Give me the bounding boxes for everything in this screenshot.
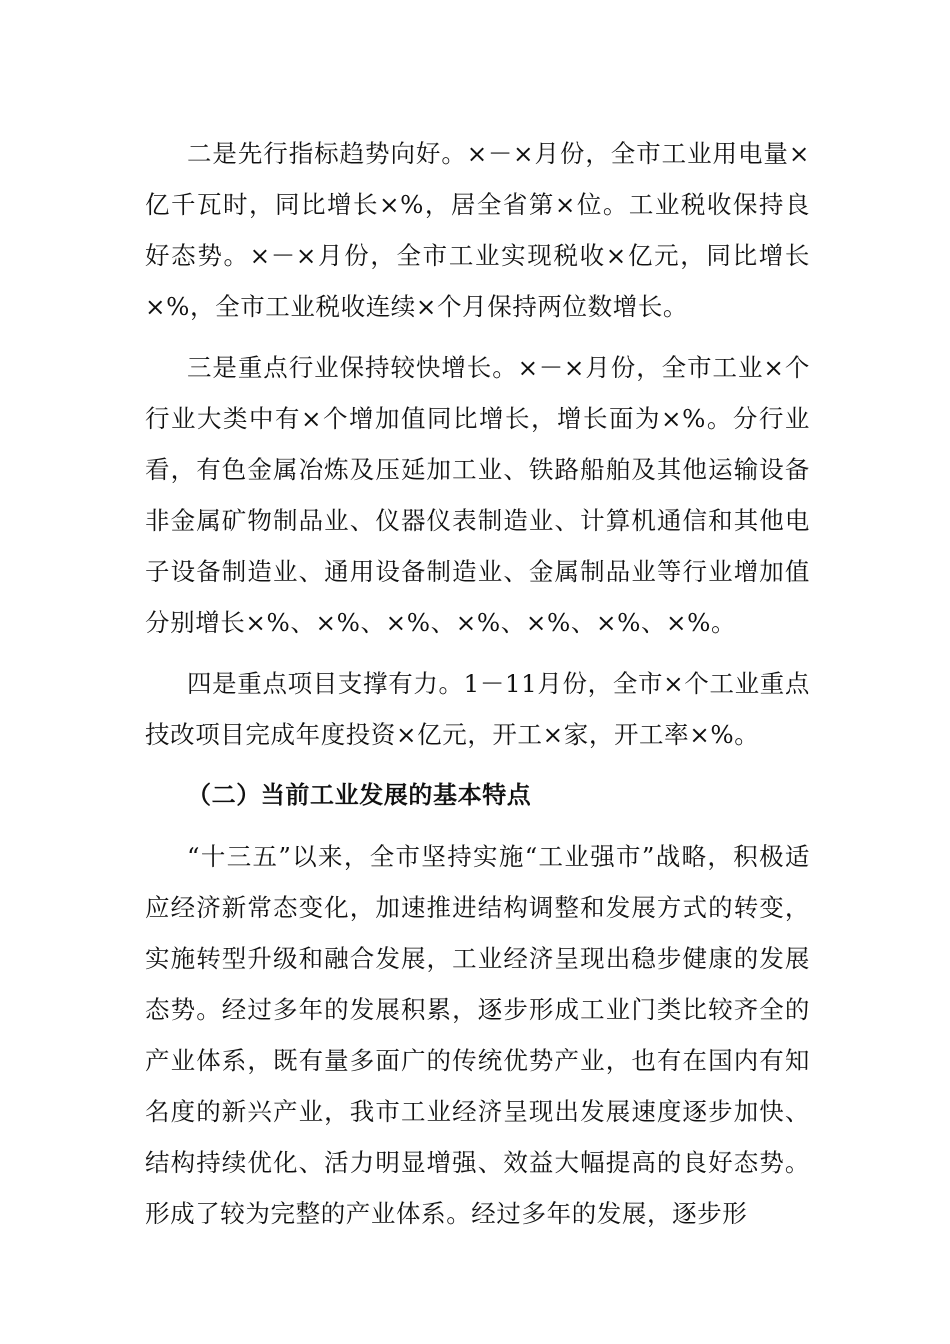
section-heading: （二）当前工业发展的基本特点 — [187, 781, 532, 809]
paragraph-basic-characteristics: “十三五”以来，全市坚持实施“工业强市”战略，积极适应经济新常态变化，加速推进结构调整和发展方式的转变，实施转型升级和融合发展，工业经济呈现出稳步健康的发展态势。经过多年的发展积累，逐步形成工业门类比较齐全的产业体系，既有量多面广的传统优势产业，也有在国内有知名度的新兴产业，我市工业经济呈现出发展速度逐步加快、结构持续优化、活力明显增强、效益大幅提高的良好态势。形成了较为完整的产业体系。经过多年的发展，逐步形 — [145, 842, 810, 1228]
paragraph-key-projects: 四是重点项目支撑有力。1－11月份，全市×个工业重点技改项目完成年度投资×亿元，开工×家，开工率×%。 — [145, 669, 810, 749]
document-body — [145, 128, 810, 1249]
paragraph-leading-indicators: 二是先行指标趋势向好。×－×月份，全市工业用电量×亿千瓦时，同比增长×%，居全省第×位。工业税收保持良好态势。×－×月份，全市工业实现税收×亿元，同比增长×%，全市工业税收连续×个月保持两位数增长。 — [145, 139, 810, 321]
paragraph-key-industries: 三是重点行业保持较快增长。×－×月份，全市工业×个行业大类中有×个增加值同比增长，增长面为×%。分行业看，有色金属冶炼及压延加工业、铁路船舶及其他运输设备非金属矿物制品业、仪器仪表制造业、计算机通信和其他电子设备制造业、通用设备制造业、金属制品业等行业增加值分别增长×%、×%、×%、×%、×%、×%、×%。 — [145, 353, 810, 637]
